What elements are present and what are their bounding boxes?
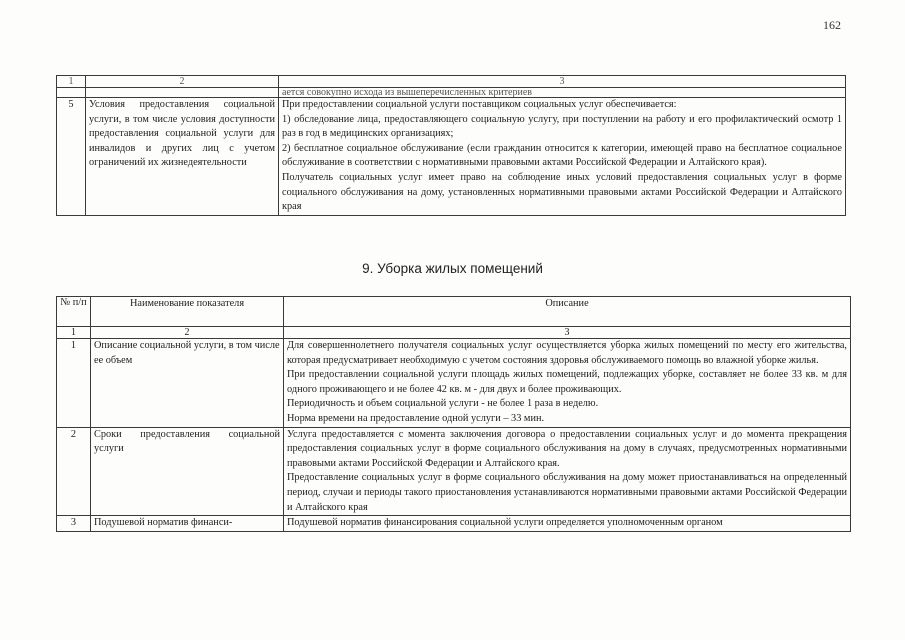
- row-indicator-name: Подушевой норматив финанси-: [91, 516, 284, 532]
- row-indicator-name: Описание социальной услуги, в том числе ее объем: [91, 339, 284, 428]
- table1-continued-text: ается совокупно исхода из вышеперечисленных критериев: [282, 87, 532, 98]
- section-title: 9. Уборка жилых помещений: [362, 261, 543, 276]
- table1-colnum-3: 3: [279, 76, 846, 88]
- row-number: 3: [57, 516, 91, 532]
- table-conditions-continued: [56, 75, 846, 216]
- description-paragraph: Периодичность и объем социальной услуги - не более 1 раза в неделю.: [287, 398, 599, 410]
- description-paragraph: Предоставление социальных услуг в форме социального обслуживания на дому может приостанавливаться на определенный период, случаи и периоды такого приостановления устанавливаются нормативными правовыми актами Российской Федерации и Алтайского края: [287, 472, 847, 513]
- description-paragraph: 2) бесплатное социальное обслуживание (если гражданин относится к категории, имеющей право на бесплатное социальное обслуживание в соответствии с нормативными правовыми актами Российской Федерации и Алтайского края).: [282, 142, 842, 169]
- description-paragraph: Для совершеннолетнего получателя социальных услуг осуществляется уборка жилых помещений по месту его жительства, которая предусматривает необходимую с учетом состояния здоровья обслуживаемого помощь во влажной уборке жилья.: [287, 340, 847, 366]
- table-row: [57, 339, 851, 428]
- description-paragraph: Услуга предоставляется с момента заключения договора о предоставлении социальных услуг и до момента прекращения предоставления социальных услуг в форме социального обслуживания на дому в случаях, предусмотренных нормативными правовыми актами Российской Федерации и Алтайского края.: [287, 428, 847, 469]
- header-indicator-name: Наименование показателя: [91, 297, 284, 327]
- table1-colnum-2: 2: [86, 76, 279, 88]
- row-description: Подушевой норматив финансирования социальной услуги определяется уполномоченным органом: [284, 516, 851, 532]
- table2-colnum-2: 2: [91, 327, 284, 339]
- row-description: [284, 427, 851, 516]
- table1-colnum-1: 1: [57, 76, 86, 88]
- table2-colnum-3: 3: [284, 327, 851, 339]
- table1-continued-row: [57, 88, 846, 98]
- row-indicator-name: Условия предоставления социальной услуги, в том числе условия доступности предоставления социальной услуги для инвалидов и других лиц с учетом ограничений их жизнедеятельности: [86, 98, 279, 216]
- header-number: № п/п: [57, 297, 91, 327]
- description-paragraph: Норма времени на предоставление одной услуги – 33 мин.: [287, 412, 545, 424]
- table2-colnum-1: 1: [57, 327, 91, 339]
- table-row: [57, 516, 851, 532]
- description-paragraph: При предоставлении социальной услуги площадь жилых помещений, подлежащих уборке, составляет не более 33 кв. м для одного проживающего и не более 42 кв. м - для двух и более проживающих.: [287, 369, 847, 395]
- table-row: [57, 98, 846, 216]
- row-description: [284, 339, 851, 428]
- row-number: 1: [57, 339, 91, 428]
- row-number: 2: [57, 427, 91, 516]
- description-paragraph: При предоставлении социальной услуги поставщиком социальных услуг обеспечивается:: [282, 99, 677, 110]
- table2-header-row: [57, 297, 851, 327]
- row-number: 5: [57, 98, 86, 216]
- table-row: [57, 427, 851, 516]
- table2-column-numbers-row: [57, 327, 851, 339]
- table-cleaning-service: [56, 296, 851, 532]
- table1-column-numbers-row: [57, 76, 846, 88]
- row-description: [279, 98, 846, 216]
- description-paragraph: Получатель социальных услуг имеет право на соблюдение иных условий предоставления социальных услуг в форме социального обслуживания на дому, установленных нормативными правовыми актами Российской Федерации и Алтайского края: [282, 171, 842, 213]
- description-paragraph: 1) обследование лица, предоставляющего социальную услугу, при поступлении на работу и его профилактический осмотр 1 раз в год в медицинских организациях;: [282, 113, 842, 140]
- row-indicator-name: Сроки предоставления социальной услуги: [91, 427, 284, 516]
- page-number: 162: [823, 18, 841, 32]
- header-description: Описание: [284, 297, 851, 327]
